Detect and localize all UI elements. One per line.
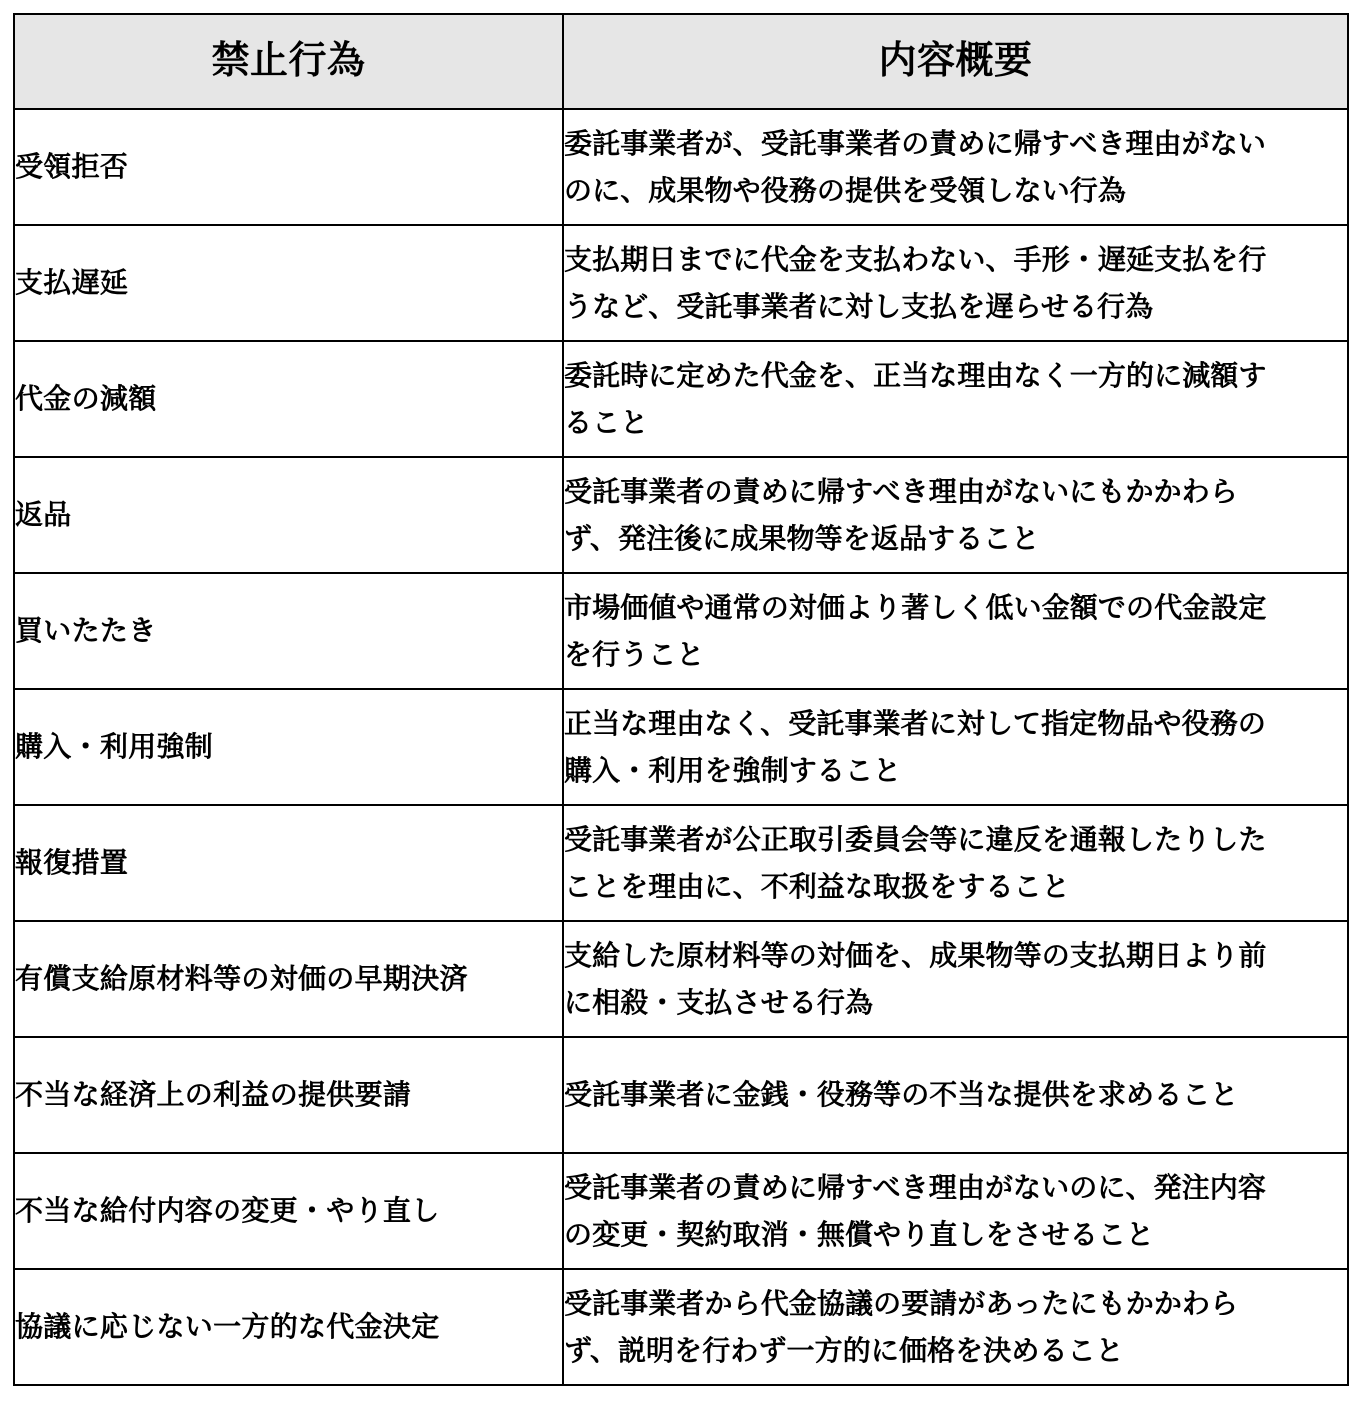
cell-prohibited-act: 買いたたき	[14, 573, 563, 689]
table-row	[14, 805, 1348, 921]
cell-description	[563, 1037, 1348, 1153]
description-line: 受託事業者に金銭・役務等の不当な提供を求めること	[564, 1079, 1239, 1111]
description-line: ること	[564, 407, 649, 438]
cell-prohibited-act: 支払遅延	[14, 225, 563, 341]
table-row	[14, 225, 1348, 341]
cell-prohibited-act: 受領拒否	[14, 109, 563, 225]
column-header-description: 内容概要	[563, 14, 1348, 109]
cell-description	[563, 341, 1348, 457]
table-row	[14, 1153, 1348, 1269]
description-line: ことを理由に、不利益な取扱をすること	[564, 871, 1070, 902]
description-line: 委託事業者が、受託事業者の責めに帰すべき理由がない	[564, 127, 1266, 159]
table-row	[14, 457, 1348, 573]
table-row	[14, 573, 1348, 689]
table-header	[14, 14, 1348, 109]
table-body	[14, 109, 1348, 1385]
description-line: を行うこと	[564, 639, 705, 670]
cell-description	[563, 109, 1348, 225]
description-line: うなど、受託事業者に対し支払を遅らせる行為	[564, 291, 1154, 322]
table-row	[14, 689, 1348, 805]
table-header-row	[14, 14, 1348, 109]
cell-prohibited-act: 購入・利用強制	[14, 689, 563, 805]
prohibited-acts-table-container	[13, 13, 1347, 1386]
description-line: ず、発注後に成果物等を返品すること	[564, 523, 1040, 554]
cell-description	[563, 457, 1348, 573]
cell-prohibited-act: 返品	[14, 457, 563, 573]
table-row	[14, 921, 1348, 1037]
description-line: ず、説明を行わず一方的に価格を決めること	[564, 1335, 1124, 1366]
cell-prohibited-act: 不当な経済上の利益の提供要請	[14, 1037, 563, 1153]
description-line: 購入・利用を強制すること	[564, 755, 902, 786]
description-line: 受託事業者から代金協議の要請があったにもかかわら	[564, 1287, 1239, 1319]
cell-description	[563, 1269, 1348, 1385]
table-row	[14, 1269, 1348, 1385]
cell-prohibited-act: 協議に応じない一方的な代金決定	[14, 1269, 563, 1385]
cell-description	[563, 573, 1348, 689]
cell-prohibited-act: 有償支給原材料等の対価の早期決済	[14, 921, 563, 1037]
prohibited-acts-table	[13, 13, 1349, 1386]
cell-prohibited-act: 代金の減額	[14, 341, 563, 457]
cell-description	[563, 225, 1348, 341]
cell-description	[563, 689, 1348, 805]
table-row	[14, 109, 1348, 225]
table-row	[14, 1037, 1348, 1153]
description-line: 支給した原材料等の対価を、成果物等の支払期日より前	[564, 939, 1267, 971]
cell-description	[563, 805, 1348, 921]
cell-description	[563, 921, 1348, 1037]
cell-prohibited-act: 不当な給付内容の変更・やり直し	[14, 1153, 563, 1269]
description-line: 受託事業者の責めに帰すべき理由がないにもかかわら	[564, 475, 1238, 507]
description-line: 受託事業者が公正取引委員会等に違反を通報したりした	[564, 823, 1267, 855]
description-line: の変更・契約取消・無償やり直しをさせること	[564, 1219, 1155, 1250]
description-line: 支払期日までに代金を支払わない、手形・遅延支払を行	[564, 243, 1267, 275]
description-line: 受託事業者の責めに帰すべき理由がないのに、発注内容	[564, 1171, 1266, 1203]
cell-description	[563, 1153, 1348, 1269]
table-row	[14, 341, 1348, 457]
description-line: 市場価値や通常の対価より著しく低い金額での代金設定	[564, 591, 1267, 623]
cell-prohibited-act: 報復措置	[14, 805, 563, 921]
column-header-prohibited-act: 禁止行為	[14, 14, 563, 109]
description-line: に相殺・支払させる行為	[564, 987, 874, 1018]
description-line: 正当な理由なく、受託事業者に対して指定物品や役務の	[564, 707, 1266, 739]
description-line: 委託時に定めた代金を、正当な理由なく一方的に減額す	[564, 359, 1267, 391]
description-line: のに、成果物や役務の提供を受領しない行為	[564, 175, 1127, 206]
